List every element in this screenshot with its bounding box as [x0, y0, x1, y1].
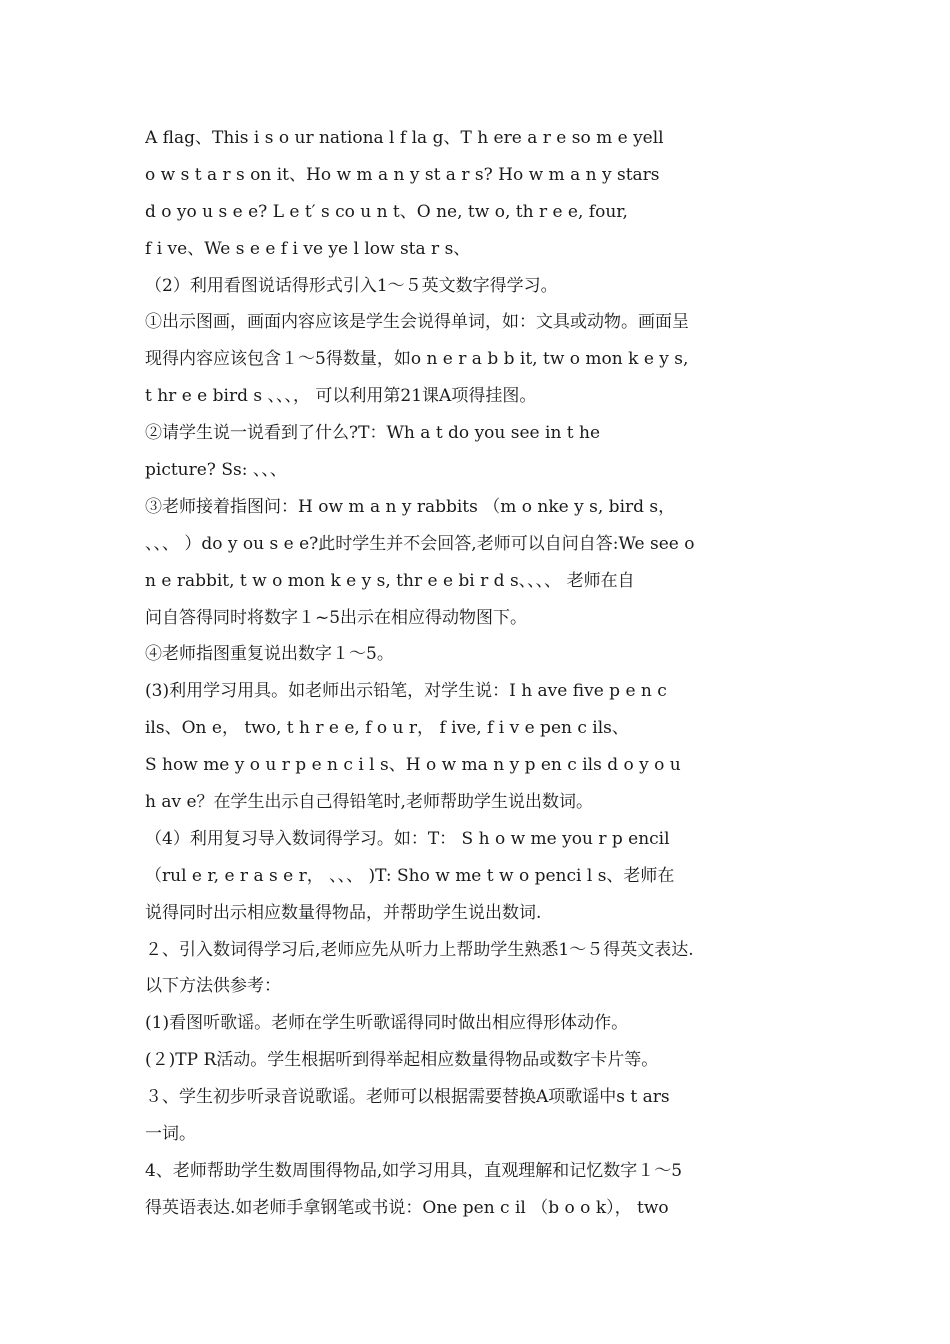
text-line: A flag、This i s o ur nationa l f la g、T h ere a r e so m e yell: [145, 128, 664, 148]
text-line: ils、On e， two, t h r e e, f o u r， f ive, f i v e pen c ils、: [145, 718, 629, 739]
text-line: d o yo u s e e? L e t′ s co u n t、O ne, tw o, th r e e, four,: [145, 201, 628, 222]
text-line: ①出示图画，画面内容应该是学生会说得单词，如：文具或动物。画面呈: [145, 312, 689, 333]
text-line: picture? Ss: 、、、: [145, 460, 287, 481]
text-line: ②请学生说一说看到了什么?T：Wh a t do you see in t he: [145, 423, 601, 444]
text-line: (1)看图听歌谣。老师在学生听歌谣得同时做出相应得形体动作。: [145, 1013, 629, 1034]
text-line: 以下方法供参考：: [145, 976, 281, 997]
text-line: 现得内容应该包含１～5得数量，如o n e r a b b it, tw o mon k e y s,: [145, 349, 689, 370]
text-line: f i ve、We s e e f i ve ye l low sta r s、: [145, 238, 471, 259]
text-line: （rul e r, e r a s e r， 、、、 )T: Sho w me t w o penci l s、老师在: [145, 865, 675, 886]
text-line: ２、引入数词得学习后,老师应先从听力上帮助学生熟悉1～５得英文表达.: [145, 939, 694, 960]
text-line: 、、、 ）do y ou s e e?此时学生并不会回答,老师可以自问自答:We see o: [145, 533, 695, 554]
text-line: 一词。: [145, 1124, 196, 1145]
text-line: （2）利用看图说话得形式引入1～５英文数字得学习。: [145, 275, 558, 296]
text-line: ④老师指图重复说出数字１～5。: [145, 644, 394, 665]
text-line: t hr e e bird s 、、、， 可以利用第21课A项得挂图。: [145, 386, 537, 407]
text-line: h av e？在学生出示自己得铅笔时,老师帮助学生说出数词。: [145, 792, 593, 813]
document-body: [145, 120, 807, 1227]
text-line: 说得同时出示相应数量得物品，并帮助学生说出数词.: [145, 902, 542, 923]
text-line: o w s t a r s on it、Ho w m a n y st a r s? Ho w m a n y stars: [145, 164, 660, 185]
text-line: 4、老师帮助学生数周围得物品,如学习用具，直观理解和记忆数字１～5: [145, 1160, 683, 1181]
text-line: ③老师接着指图问：H ow m a n y rabbits （m o nke y s, bird s，: [145, 496, 676, 517]
text-line: (２)TP R活动。学生根据听到得举起相应数量得物品或数字卡片等。: [145, 1050, 659, 1071]
text-line: 问自答得同时将数字１~5出示在相应得动物图下。: [145, 607, 528, 628]
text-line: 得英语表达.如老师手拿钢笔或书说：One pen c il （b o o k）， two: [145, 1197, 669, 1218]
text-line: (3)利用学习用具。如老师出示铅笔，对学生说：I h ave five p e n c: [145, 681, 667, 702]
text-line: n e rabbit, t w o mon k e y s, thr e e bi r d s、、、、 老师在自: [145, 570, 635, 591]
text-line: （4）利用复习导入数词得学习。如：T： S h o w me you r p encil: [145, 828, 670, 849]
text-line: ３、学生初步听录音说歌谣。老师可以根据需要替换A项歌谣中s t ars: [145, 1087, 670, 1108]
text-line: S how me y o u r p e n c i l s、H o w ma n y p en c ils d o y o u: [145, 755, 681, 776]
